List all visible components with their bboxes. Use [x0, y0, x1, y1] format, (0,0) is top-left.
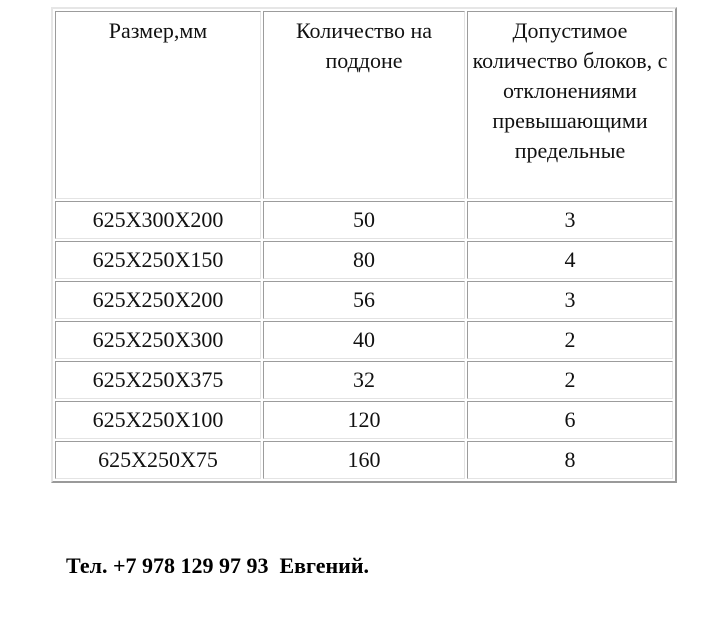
cell-quantity: 160	[263, 441, 465, 479]
cell-allowed: 4	[467, 241, 673, 279]
cell-size: 625X250X200	[55, 281, 261, 319]
table-row	[55, 201, 673, 239]
header-quantity-per-pallet: Количество на поддоне	[263, 11, 465, 199]
cell-quantity: 120	[263, 401, 465, 439]
cell-quantity: 80	[263, 241, 465, 279]
header-allowed-defective-blocks: Допустимое количество блоков, с отклонениями превышающими предельные	[467, 11, 673, 199]
cell-allowed: 3	[467, 281, 673, 319]
table-header-row	[55, 11, 673, 199]
cell-allowed: 6	[467, 401, 673, 439]
table-row	[55, 241, 673, 279]
block-specs-table	[51, 7, 677, 483]
contact-info: Тел. +7 978 129 97 93 Евгений.	[66, 553, 370, 578]
cell-quantity: 56	[263, 281, 465, 319]
cell-size: 625X300X200	[55, 201, 261, 239]
cell-allowed: 3	[467, 201, 673, 239]
header-size: Размер,мм	[55, 11, 261, 199]
cell-size: 625X250X75	[55, 441, 261, 479]
cell-quantity: 40	[263, 321, 465, 359]
cell-allowed: 2	[467, 361, 673, 399]
cell-quantity: 32	[263, 361, 465, 399]
table-row	[55, 281, 673, 319]
cell-quantity: 50	[263, 201, 465, 239]
cell-size: 625X250X100	[55, 401, 261, 439]
table-row	[55, 361, 673, 399]
table-row	[55, 441, 673, 479]
table-row	[55, 401, 673, 439]
cell-size: 625X250X150	[55, 241, 261, 279]
cell-size: 625X250X375	[55, 361, 261, 399]
cell-size: 625X250X300	[55, 321, 261, 359]
cell-allowed: 8	[467, 441, 673, 479]
cell-allowed: 2	[467, 321, 673, 359]
table-row	[55, 321, 673, 359]
